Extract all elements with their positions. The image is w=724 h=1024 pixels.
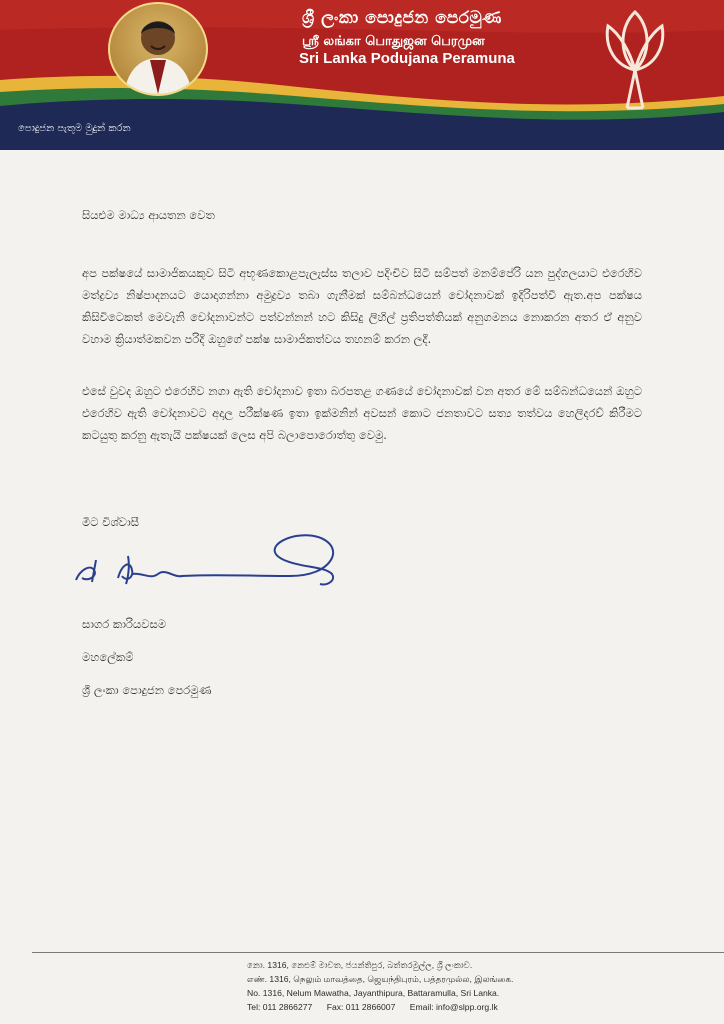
party-name-english: Sri Lanka Podujana Peramuna [299, 50, 515, 67]
footer-fax: Fax: 011 2866007 [326, 1002, 396, 1012]
signer-name: සාගර කාරියවසම [82, 617, 167, 631]
signer-organization: ශ්‍රී ලංකා පොදුජන පෙරමුණ [82, 683, 212, 697]
party-name-sinhala: ශ්‍රී ලංකා පොදුජන පෙරමුණ [302, 8, 502, 28]
letterhead [0, 0, 724, 150]
footer-divider [32, 952, 724, 953]
footer-contact [247, 1000, 547, 1014]
letter-paragraph-1: අප පක්ෂයේ සාමාජිකයකුව සිටි අභූණකොළපැලැස්ස තලාව පදිංචිව සිටි සම්පත් මනම්පේරි යන පුද්ගලයාට එරෙහිව මත්ද්‍රව්‍ය නිෂ්පාදනයට යොදාගන්නා අමුද්‍රව්‍ය තබා ගැනීමක් සම්බන්ධයෙන් චෝදනාවක් ඉදිරිපත්වී ඇත.අප පක්ෂය කිසිවිටෙකත් මෙවැනි චෝදනාවන්ට පත්වන්නන් හට කිසිදු ලිහිල් ප්‍රතිපත්තියක් අනුගමනය නොකරන අතර ඒ අනුව වහාම ක්‍රියාත්මකවන පරිදි ඔහුගේ පක්ෂ සාමාජිකත්වය තහනම් කරන ලදී. [82, 266, 642, 346]
letter-addressee: සියළුම මාධ්‍ය ආයතන වෙත [82, 208, 215, 222]
footer-tel: Tel: 011 2866277 [247, 1002, 313, 1012]
leader-portrait [108, 2, 208, 96]
party-slogan: පොදුජන පැතුම මුදුන් කරන [18, 123, 131, 134]
footer-email: Email: info@slpp.org.lk [409, 1002, 498, 1012]
signer-title: මහලේකම් [82, 650, 134, 664]
party-name-tamil: ஸ்ரீ லங்கா பொதுஜன பெரமுன [302, 34, 485, 49]
footer-address-english: No. 1316, Nelum Mawatha, Jayanthipura, Battaramulla, Sri Lanka. [247, 988, 500, 998]
lotus-logo-icon [600, 8, 670, 112]
footer-address-block [247, 958, 547, 1014]
handwritten-signature [70, 530, 350, 590]
footer-address-tamil: எண். 1316, நெலும் மாவத்தை, ஜெயந்திபுரம், பத்தரமுல்ல, இலங்கை. [247, 974, 514, 984]
letter-paragraph-2: එසේ වුවද ඔහුට එරෙහිව නගා ඇති චෝදනාව ඉතා බරපතළ ගණයේ චෝදනාවක් වන අතර මේ සම්බන්ධයෙන් ඔහුට එරෙහිව ඇති චෝදනාවට අදාල පරීක්ෂණ ඉතා ඉක්මනින් අවසන් කොට ජනතාවට සත්‍ය තත්වය හෙලිදරව් කිරීමට කටයුතු කරනු ඇතැයි පක්ෂයක් ලෙස අපි බලාපොරොත්තු වෙමු. [82, 384, 642, 442]
letter-closing: මීට විශ්වාසී [82, 515, 140, 529]
footer-address-sinhala: නො. 1316, නෙළුම් මාවත, ජයන්තිපුර, බත්තරමුල්ල, ශ්‍රී ලංකාව. [247, 960, 473, 970]
